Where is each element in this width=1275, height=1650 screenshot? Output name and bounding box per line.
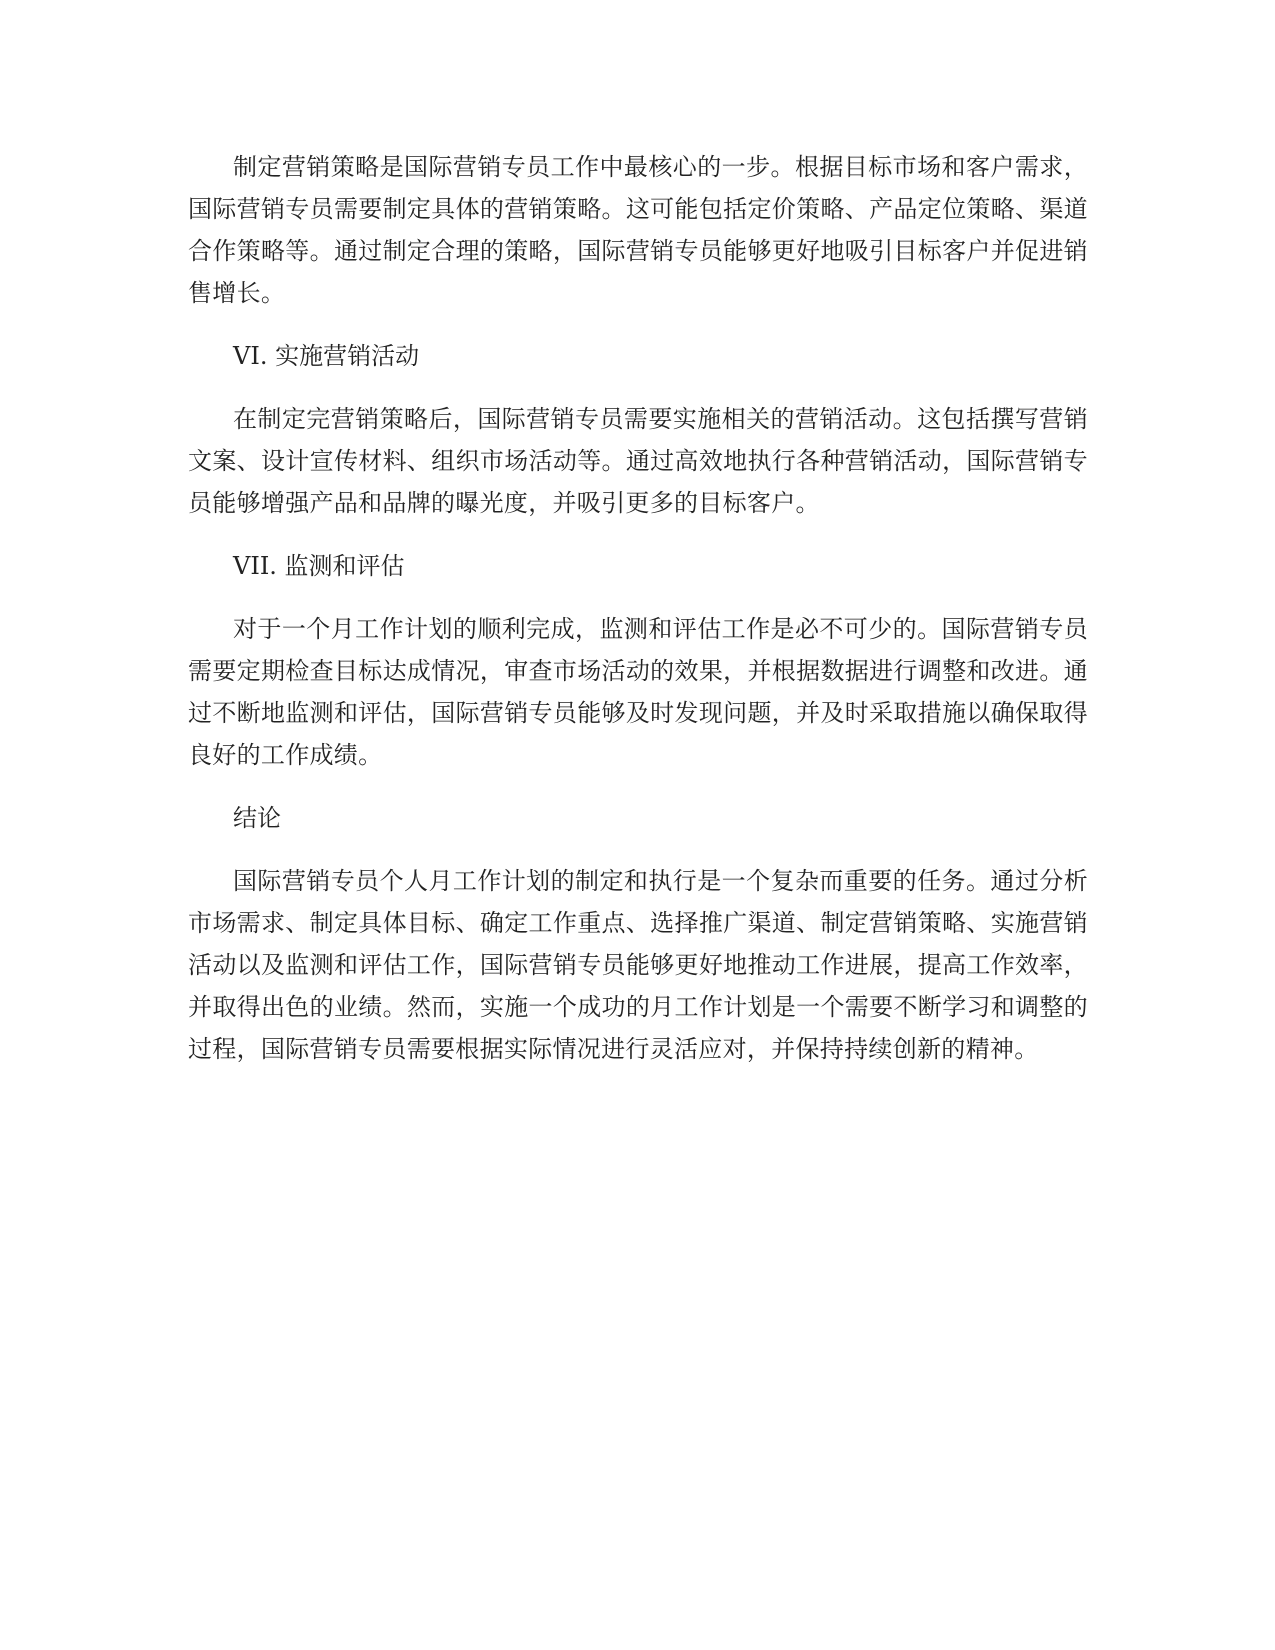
paragraph-monitor-evaluate: 对于一个月工作计划的顺利完成，监测和评估工作是必不可少的。国际营销专员需要定期检查目标达成情况，审查市场活动的效果，并根据数据进行调整和改进。通过不断地监测和评估，国际营销专员能够及时发现问题，并及时采取措施以确保取得良好的工作成绩。 xyxy=(188,615,1088,769)
heading-monitor-evaluate: VII. 监测和评估 xyxy=(233,552,405,580)
paragraph-marketing-strategy: 制定营销策略是国际营销专员工作中最核心的一步。根据目标市场和客户需求，国际营销专员需要制定具体的营销策略。这可能包括定价策略、产品定位策略、渠道合作策略等。通过制定合理的策略，国际营销专员能够更好地吸引目标客户并促进销售增长。 xyxy=(188,153,1088,307)
paragraph-conclusion: 国际营销专员个人月工作计划的制定和执行是一个复杂而重要的任务。通过分析市场需求、制定具体目标、确定工作重点、选择推广渠道、制定营销策略、实施营销活动以及监测和评估工作，国际营销专员能够更好地推动工作进展，提高工作效率，并取得出色的业绩。然而，实施一个成功的月工作计划是一个需要不断学习和调整的过程，国际营销专员需要根据实际情况进行灵活应对，并保持持续创新的精神。 xyxy=(188,867,1088,1063)
heading-conclusion: 结论 xyxy=(233,804,281,832)
document-body xyxy=(188,146,1088,1091)
heading-implement-activities: VI. 实施营销活动 xyxy=(233,342,420,370)
paragraph-implement-activities: 在制定完营销策略后，国际营销专员需要实施相关的营销活动。这包括撰写营销文案、设计宣传材料、组织市场活动等。通过高效地执行各种营销活动，国际营销专员能够增强产品和品牌的曝光度，并吸引更多的目标客户。 xyxy=(188,405,1088,517)
